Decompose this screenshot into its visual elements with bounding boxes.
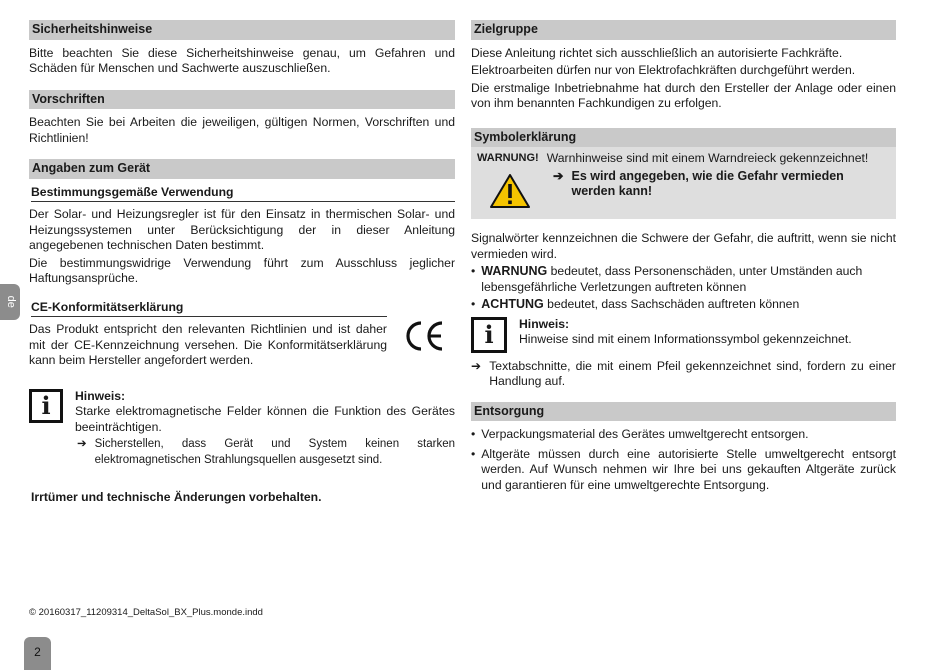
intended-use-text-2: Die bestimmungswidrige Verwendung führt zum Ausschluss jeglicher Haftungsansprüche. <box>29 255 455 285</box>
info-text: Hinweise sind mit einem Informationssymbol gekennzeichnet. <box>519 332 852 346</box>
regulations-heading: Vorschriften <box>29 90 455 110</box>
info-title: Hinweis: <box>519 316 570 331</box>
regulations-text: Beachten Sie bei Arbeiten die jeweiligen, gültigen Normen, Vorschriften und Richtlinien! <box>29 115 455 145</box>
ce-title: CE-Konformitätserklärung <box>31 300 387 318</box>
warning-label: WARNUNG! <box>477 152 539 164</box>
arrow-icon: ➔ <box>471 358 482 373</box>
page-number: 2 <box>24 637 51 670</box>
list-item: • Verpackungsmaterial des Gerätes umweltgerecht entsorgen. <box>471 427 809 441</box>
warning-box <box>471 147 896 219</box>
list-item: • ACHTUNG bedeutet, dass Sachschäden auftreten können <box>471 297 800 311</box>
disposal-heading: Entsorgung <box>471 402 896 422</box>
safety-text: Bitte beachten Sie diese Sicherheitshinweise genau, um Gefahren und Schäden für Menschen und Sachwerte auszuschließen. <box>29 45 455 75</box>
ce-mark-icon <box>405 320 445 357</box>
signal-text: Signalwörter kennzeichnen die Schwere der Gefahr, die auftritt, wenn sie nicht vermieden wird. <box>471 231 896 261</box>
footer-filename: © 20160317_11209314_DeltaSol_BX_Plus.monde.indd <box>29 607 263 618</box>
hint-text: Starke elektromagnetische Felder können die Funktion des Gerätes beeinträchtigen. <box>75 404 455 434</box>
symbols-heading: Symbolerklärung <box>471 128 896 148</box>
warning-triangle-icon <box>489 173 531 214</box>
intended-use-text-1: Der Solar- und Heizungsregler ist für den Einsatz in thermischen Solar- und Heizungssystemen unter Berücksichtigung der in dieser Anleitung angegebenen technischen Daten bestimmt. <box>29 207 455 252</box>
arrow-legend-text: Textabschnitte, die mit einem Pfeil gekennzeichnet sind, fordern zu einer Handlung auf. <box>489 358 896 388</box>
hint-block <box>29 389 455 471</box>
target-text-3: Die erstmalige Inbetriebnahme hat durch den Ersteller der Anlage oder einen von ihm benannten Fachkundigen zu erfolgen. <box>471 80 896 110</box>
list-item: • Altgeräte müssen durch eine autorisierte Stelle umweltgerecht entsorgt werden. Auf Wunsch nehmen wir Ihre bei uns gekauften Altgeräte zurück und garantieren für eine umweltgerechte Entsorgung. <box>471 446 896 492</box>
info-icon: i <box>471 317 507 353</box>
device-heading: Angaben zum Gerät <box>29 159 455 179</box>
intended-use-title: Bestimmungsgemäße Verwendung <box>31 185 455 203</box>
ce-text: Das Produkt entspricht den relevanten Richtlinien und ist daher mit der CE-Kennzeichnung versehen. Die Konformitätserklärung kann beim Hersteller angefordert werden. <box>29 322 387 367</box>
list-item: • WARNUNG bedeutet, dass Personenschäden, unter Umständen auch lebensgefährliche Verletzungen auftreten können <box>471 264 863 294</box>
warning-text: Warnhinweise sind mit einem Warndreieck gekennzeichnet! <box>546 151 869 165</box>
arrow-icon: ➔ <box>77 438 87 450</box>
arrow-icon: ➔ <box>553 168 564 183</box>
warning-action: Es wird angegeben, wie die Gefahr vermieden werden kann! <box>571 168 844 198</box>
info-legend <box>471 317 896 353</box>
hint-action: Sicherstellen, dass Gerät und System keinen starken elektromagnetischen Strahlungsquellen ausgesetzt sind. <box>94 438 455 466</box>
left-column <box>29 20 455 506</box>
target-text-1: Diese Anleitung richtet sich ausschließlich an autorisierte Fachkräfte. <box>471 45 843 60</box>
language-tab[interactable] <box>0 284 20 320</box>
info-icon: i <box>29 389 63 423</box>
safety-heading: Sicherheitshinweise <box>29 20 455 40</box>
hint-title: Hinweis: <box>75 388 126 403</box>
errors-note: Irrtümer und technische Änderungen vorbehalten. <box>31 490 322 504</box>
target-text-2: Elektroarbeiten dürfen nur von Elektrofachkräften durchgeführt werden. <box>471 63 856 77</box>
right-column <box>471 20 896 497</box>
language-label: de <box>4 295 17 309</box>
target-heading: Zielgruppe <box>471 20 896 40</box>
